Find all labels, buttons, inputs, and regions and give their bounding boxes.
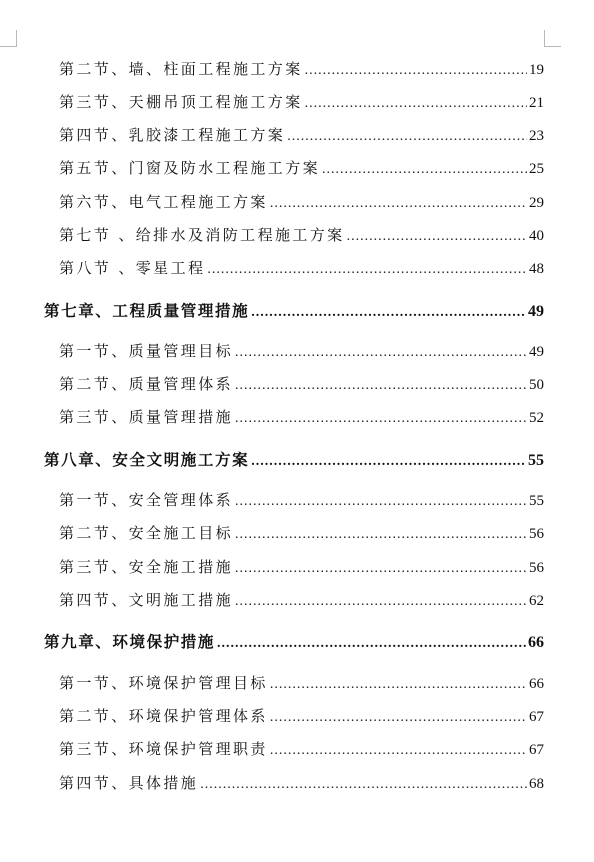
toc-entry-section[interactable]: [59, 522, 544, 543]
toc-entry-section[interactable]: [59, 672, 544, 693]
toc-entry-section[interactable]: [59, 489, 544, 510]
toc-leader-dots: [251, 305, 526, 321]
toc-leader-dots: [235, 527, 527, 543]
toc-entry-title: 第三节、环境保护管理职责: [59, 740, 268, 758]
toc-page-number: 56: [529, 560, 544, 576]
toc-leader-dots: [235, 345, 527, 361]
toc-entry-section[interactable]: [59, 589, 544, 610]
toc-entry-chapter[interactable]: [44, 299, 544, 321]
toc-leader-dots: [251, 454, 526, 470]
toc-page-number: 67: [529, 742, 544, 758]
toc-leader-dots: [305, 96, 527, 112]
toc-entry-section[interactable]: [59, 58, 544, 79]
toc-entry-section[interactable]: [59, 157, 544, 178]
toc-leader-dots: [270, 710, 527, 726]
page-corner-mark-left: [0, 30, 17, 47]
toc-page-number: 25: [529, 161, 544, 177]
toc-page-number: 66: [529, 676, 544, 692]
toc-entry-section[interactable]: [59, 91, 544, 112]
toc-page-number: 62: [529, 593, 544, 609]
toc-entry-section[interactable]: [59, 224, 544, 245]
toc-leader-dots: [200, 777, 527, 793]
toc-entry-title: 第三节、天棚吊顶工程施工方案: [59, 93, 303, 111]
toc-page-number: 23: [529, 128, 544, 144]
toc-page-number: 50: [529, 377, 544, 393]
toc-entry-title: 第二节、质量管理体系: [59, 375, 234, 393]
toc-entry-section[interactable]: [59, 257, 544, 278]
toc-leader-dots: [347, 229, 527, 245]
toc-entry-title: 第一节、安全管理体系: [59, 491, 234, 509]
toc-page-number: 29: [529, 195, 544, 211]
toc-leader-dots: [322, 162, 527, 178]
toc-entry-section[interactable]: [59, 124, 544, 145]
toc-entry-title: 第八章、安全文明施工方案: [44, 451, 250, 469]
toc-leader-dots: [235, 561, 527, 577]
toc-leader-dots: [207, 262, 527, 278]
toc-entry-title: 第二节、墙、柱面工程施工方案: [59, 60, 303, 78]
toc-page-number: 52: [529, 410, 544, 426]
toc-entry-title: 第一节、质量管理目标: [59, 342, 234, 360]
toc-entry-title: 第四节、乳胶漆工程施工方案: [59, 126, 286, 144]
toc-entry-title: 第七节 、给排水及消防工程施工方案: [59, 226, 345, 244]
toc-entry-section[interactable]: [59, 406, 544, 427]
toc-entry-title: 第四节、具体措施: [59, 774, 199, 792]
toc-entry-chapter[interactable]: [44, 630, 544, 652]
toc-entry-title: 第五节、门窗及防水工程施工方案: [59, 159, 321, 177]
toc-leader-dots: [270, 677, 527, 693]
toc-entry-chapter[interactable]: [44, 448, 544, 470]
toc-entry-section[interactable]: [59, 373, 544, 394]
toc-entry-title: 第六节、电气工程施工方案: [59, 193, 268, 211]
toc-entry-section[interactable]: [59, 772, 544, 793]
toc-entry-title: 第二节、环境保护管理体系: [59, 707, 268, 725]
toc-page-number: 56: [529, 526, 544, 542]
toc-entry-title: 第一节、环境保护管理目标: [59, 674, 268, 692]
toc-leader-dots: [270, 743, 527, 759]
page-corner-mark-right: [544, 30, 561, 47]
toc-leader-dots: [270, 196, 527, 212]
toc-entry-title: 第四节、文明施工措施: [59, 591, 234, 609]
toc-entry-section[interactable]: [59, 556, 544, 577]
toc-page-number: 55: [529, 493, 544, 509]
toc-entry-title: 第三节、安全施工措施: [59, 558, 234, 576]
toc-leader-dots: [235, 494, 527, 510]
toc-page-number: 66: [528, 634, 544, 651]
toc-page-number: 55: [528, 452, 544, 469]
toc-entry-section[interactable]: [59, 191, 544, 212]
toc-entry-title: 第二节、安全施工目标: [59, 524, 234, 542]
toc-entry-title: 第七章、工程质量管理措施: [44, 302, 250, 320]
toc-page-number: 68: [529, 776, 544, 792]
toc-leader-dots: [235, 594, 527, 610]
toc-entry-title: 第九章、环境保护措施: [44, 633, 216, 651]
toc-page-number: 49: [529, 344, 544, 360]
toc-entry-section[interactable]: [59, 340, 544, 361]
toc-leader-dots: [217, 636, 526, 652]
toc-entry-section[interactable]: [59, 738, 544, 759]
toc-page-number: 49: [528, 303, 544, 320]
toc-leader-dots: [235, 411, 527, 427]
toc-entry-title: 第八节 、零星工程: [59, 259, 206, 277]
toc-leader-dots: [235, 378, 527, 394]
toc-page-number: 19: [529, 62, 544, 78]
toc-entry-section[interactable]: [59, 705, 544, 726]
toc-page-number: 40: [529, 228, 544, 244]
toc-page-number: 21: [529, 95, 544, 111]
toc-page-number: 67: [529, 709, 544, 725]
toc-leader-dots: [305, 63, 527, 79]
toc-entry-title: 第三节、质量管理措施: [59, 408, 234, 426]
toc-page-number: 48: [529, 261, 544, 277]
toc-leader-dots: [287, 129, 527, 145]
